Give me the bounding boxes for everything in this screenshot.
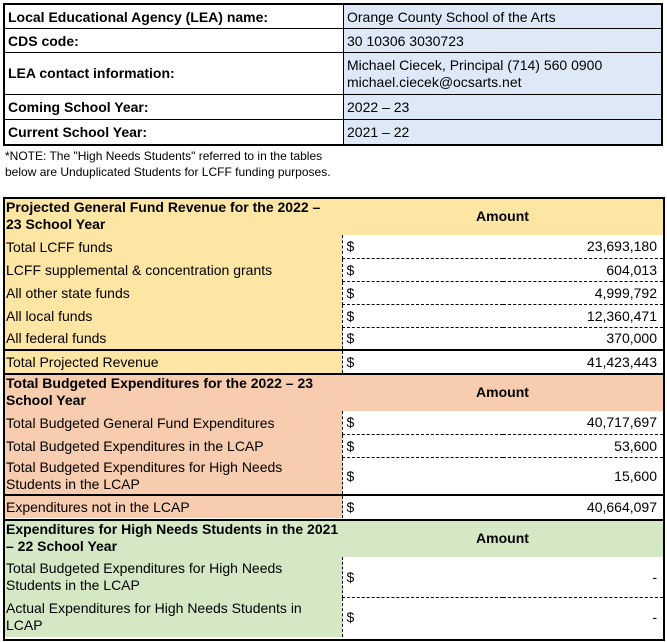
- revenue-row: [3, 304, 663, 327]
- expenditures-amount-header: Amount: [342, 373, 663, 411]
- currency-symbol: $: [342, 350, 503, 373]
- currency-symbol: $: [342, 327, 503, 350]
- coming-year-row: [4, 95, 662, 120]
- cds-code-label: CDS code:: [4, 29, 344, 53]
- high-needs-row-value: -: [503, 557, 664, 597]
- expenditures-row-label: Total Budgeted General Fund Expenditures: [3, 411, 342, 434]
- high-needs-header-row: [3, 519, 663, 557]
- currency-symbol: $: [342, 457, 503, 495]
- high-needs-row: [3, 557, 663, 597]
- revenue-header-row: [3, 197, 663, 235]
- expenditures-row: [3, 457, 663, 495]
- expenditures-row: [3, 434, 663, 457]
- revenue-row-value: 370,000: [503, 327, 664, 350]
- revenue-amount-header: Amount: [342, 197, 663, 235]
- expenditures-row: [3, 411, 663, 434]
- lea-contact-line2: michael.ciecek@ocsarts.net: [347, 73, 522, 90]
- revenue-row: [3, 327, 663, 350]
- expenditures-row-value: 40,717,697: [503, 411, 664, 434]
- revenue-row-value: 604,013: [503, 258, 664, 281]
- currency-symbol: $: [342, 557, 503, 597]
- revenue-row-label: All federal funds: [3, 327, 342, 350]
- lea-contact-label: LEA contact information:: [4, 53, 344, 95]
- revenue-total-value: 41,423,443: [503, 350, 664, 373]
- revenue-table: [3, 197, 663, 373]
- lea-contact-line1: Michael Ciecek, Principal (714) 560 0900: [347, 56, 603, 73]
- revenue-row: [3, 235, 663, 258]
- revenue-row-label: All other state funds: [3, 281, 342, 304]
- coming-year-label: Coming School Year:: [4, 95, 344, 120]
- high-needs-row: [3, 597, 663, 637]
- expenditures-table: [3, 373, 663, 518]
- currency-symbol: $: [342, 258, 503, 281]
- current-year-label: Current School Year:: [4, 120, 344, 146]
- cds-code-row: [4, 29, 662, 53]
- coming-year-value: 2022 – 23: [344, 95, 663, 120]
- high-needs-amount-header: Amount: [342, 519, 663, 557]
- revenue-row-value: 23,693,180: [503, 235, 664, 258]
- revenue-header: Projected General Fund Revenue for the 2022 – 23 School Year: [3, 197, 342, 235]
- revenue-row-label: LCFF supplemental & concentration grants: [3, 258, 342, 281]
- currency-symbol: $: [342, 411, 503, 434]
- revenue-row: [3, 281, 663, 304]
- lea-name-value: Orange County School of the Arts: [344, 4, 663, 29]
- expenditures-row-value: 53,600: [503, 434, 664, 457]
- currency-symbol: $: [342, 495, 503, 518]
- current-year-value: 2021 – 22: [344, 120, 663, 146]
- expenditures-row-label: Total Budgeted Expenditures for High Needs Students in the LCAP: [3, 457, 342, 495]
- revenue-row-value: 4,999,792: [503, 281, 664, 304]
- currency-symbol: $: [342, 281, 503, 304]
- lea-contact-row: [4, 53, 662, 95]
- currency-symbol: $: [342, 235, 503, 258]
- revenue-total-label: Total Projected Revenue: [3, 350, 342, 373]
- revenue-total-row: [3, 350, 663, 373]
- revenue-row-value: 12,360,471: [503, 304, 664, 327]
- revenue-row: [3, 258, 663, 281]
- expenditures-row-label: Total Budgeted Expenditures in the LCAP: [3, 434, 342, 457]
- expenditures-row-value: 15,600: [503, 457, 664, 495]
- high-needs-row-label: Total Budgeted Expenditures for High Needs Students in the LCAP: [3, 557, 342, 597]
- lea-name-row: [4, 4, 662, 29]
- currency-symbol: $: [342, 597, 503, 637]
- high-needs-row-value: -: [503, 597, 664, 637]
- high-needs-table: [3, 519, 663, 637]
- lea-contact-value: [344, 53, 663, 95]
- expenditures-total-value: 40,664,097: [503, 495, 664, 518]
- expenditures-header: Total Budgeted Expenditures for the 2022 – 23 School Year: [3, 373, 342, 411]
- high-needs-header: Expenditures for High Needs Students in the 2021 – 22 School Year: [3, 519, 342, 557]
- currency-symbol: $: [342, 304, 503, 327]
- high-needs-row-label: Actual Expenditures for High Needs Students in LCAP: [3, 597, 342, 637]
- revenue-row-label: All local funds: [3, 304, 342, 327]
- cds-code-value: 30 10306 3030723: [344, 29, 663, 53]
- expenditures-total-label: Expenditures not in the LCAP: [3, 495, 342, 518]
- currency-symbol: $: [342, 434, 503, 457]
- revenue-row-label: Total LCFF funds: [3, 235, 342, 258]
- high-needs-note: *NOTE: The "High Needs Students" referred to in the tables below are Unduplicated Students for LCFF funding purposes.: [5, 149, 331, 179]
- current-year-row: [4, 120, 662, 146]
- lea-info-table: [3, 3, 663, 146]
- expenditures-header-row: [3, 373, 663, 411]
- lea-name-label: Local Educational Agency (LEA) name:: [4, 4, 344, 29]
- expenditures-total-row: [3, 495, 663, 518]
